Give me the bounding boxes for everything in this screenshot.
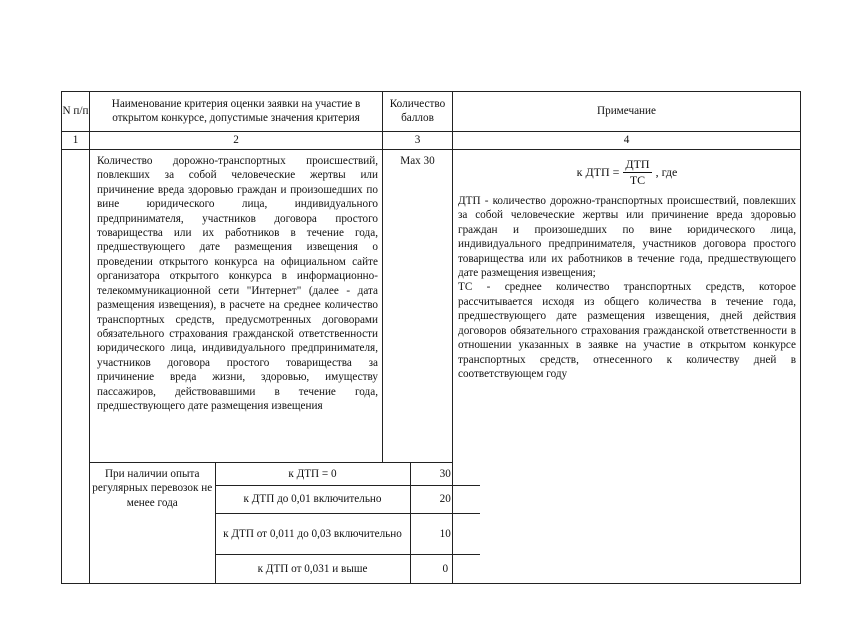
formula-lhs: к ДТП = [576, 165, 620, 180]
header-row [62, 92, 801, 132]
scale-points-3: 10 [410, 514, 480, 555]
scale-range-4: к ДТП от 0,031 и выше [215, 554, 410, 583]
note-dtp-definition: ДТП - количество дорожно-транспортных происшествий, повлекших за собой человеческие жертвы или причинение вреда здоровью граждан и произошедших по вине юридического лица, индивидуального предпринимателя, участников договора простого товарищества или их работников в течение года, предшествующего дате размещения извещения; [458, 195, 796, 280]
scale-cell [90, 462, 453, 583]
header-number: N п/п [62, 92, 90, 132]
criteria-table [61, 91, 801, 584]
scale-range-1: к ДТП = 0 [215, 463, 410, 485]
formula-denominator: ТС [629, 173, 646, 188]
criterion-row [62, 150, 801, 463]
note-ts-definition: ТС - среднее количество транспортных средств, которое рассчитывается исходя из общего количества в течение года, предшествующего дате размещения извещения, дней действия договоров обязательного страхования гражданской ответственности в отношении указанных в заявке на участие в открытом конкурсе транспортных средств, отнесенного к количеству дней в соответствующем году [458, 281, 796, 380]
max-points: Max 30 [383, 150, 453, 463]
header-criterion: Наименование критерия оценки заявки на участие в открытом конкурсе, допустимые значения критерия [90, 92, 383, 132]
scale-points-1: 30 [410, 463, 480, 485]
formula-suffix: , где [655, 165, 678, 180]
row-number-cell [62, 150, 90, 584]
experience-condition: При наличии опыта регулярных перевозок не менее года [90, 463, 215, 583]
column-number-4: 4 [453, 131, 801, 149]
scale-points-4: 0 [410, 554, 480, 583]
note-cell [453, 150, 801, 584]
formula [458, 157, 796, 188]
column-number-1: 1 [62, 131, 90, 149]
header-note: Примечание [453, 92, 801, 132]
column-numbers-row [62, 131, 801, 149]
criterion-description: Количество дорожно-транспортных происшествий, повлекших за собой человеческие жертвы или причинение вреда здоровью граждан и произошедших по вине юридического лица, индивидуального предпринимателя, участников договора простого товарищества или их работников в течение года, предшествующего дате размещения извещения о проведении открытого конкурса на официальном сайте организатора открытого конкурса в информационно-телекоммуникационной сети "Интернет" (далее - дата размещения извещения), в расчете на среднее количество транспортных средств, предусмотренных договорами обязательного страхования гражданской ответственности юридического лица, индивидуального предпринимателя, участников договора простого товарищества за причинение вреда жизни, здоровью, имуществу пассажиров, действовавшими в течение года, предшествующего дате размещения извещения [90, 150, 383, 463]
formula-numerator: ДТП [625, 157, 650, 172]
scale-table [90, 463, 480, 583]
header-points: Количество баллов [383, 92, 453, 132]
formula-fraction [623, 157, 651, 188]
column-number-3: 3 [383, 131, 453, 149]
scale-range-2: к ДТП до 0,01 включительно [215, 485, 410, 514]
scale-range-3: к ДТП от 0,011 до 0,03 включительно [215, 514, 410, 555]
column-number-2: 2 [90, 131, 383, 149]
scale-points-2: 20 [410, 485, 480, 514]
